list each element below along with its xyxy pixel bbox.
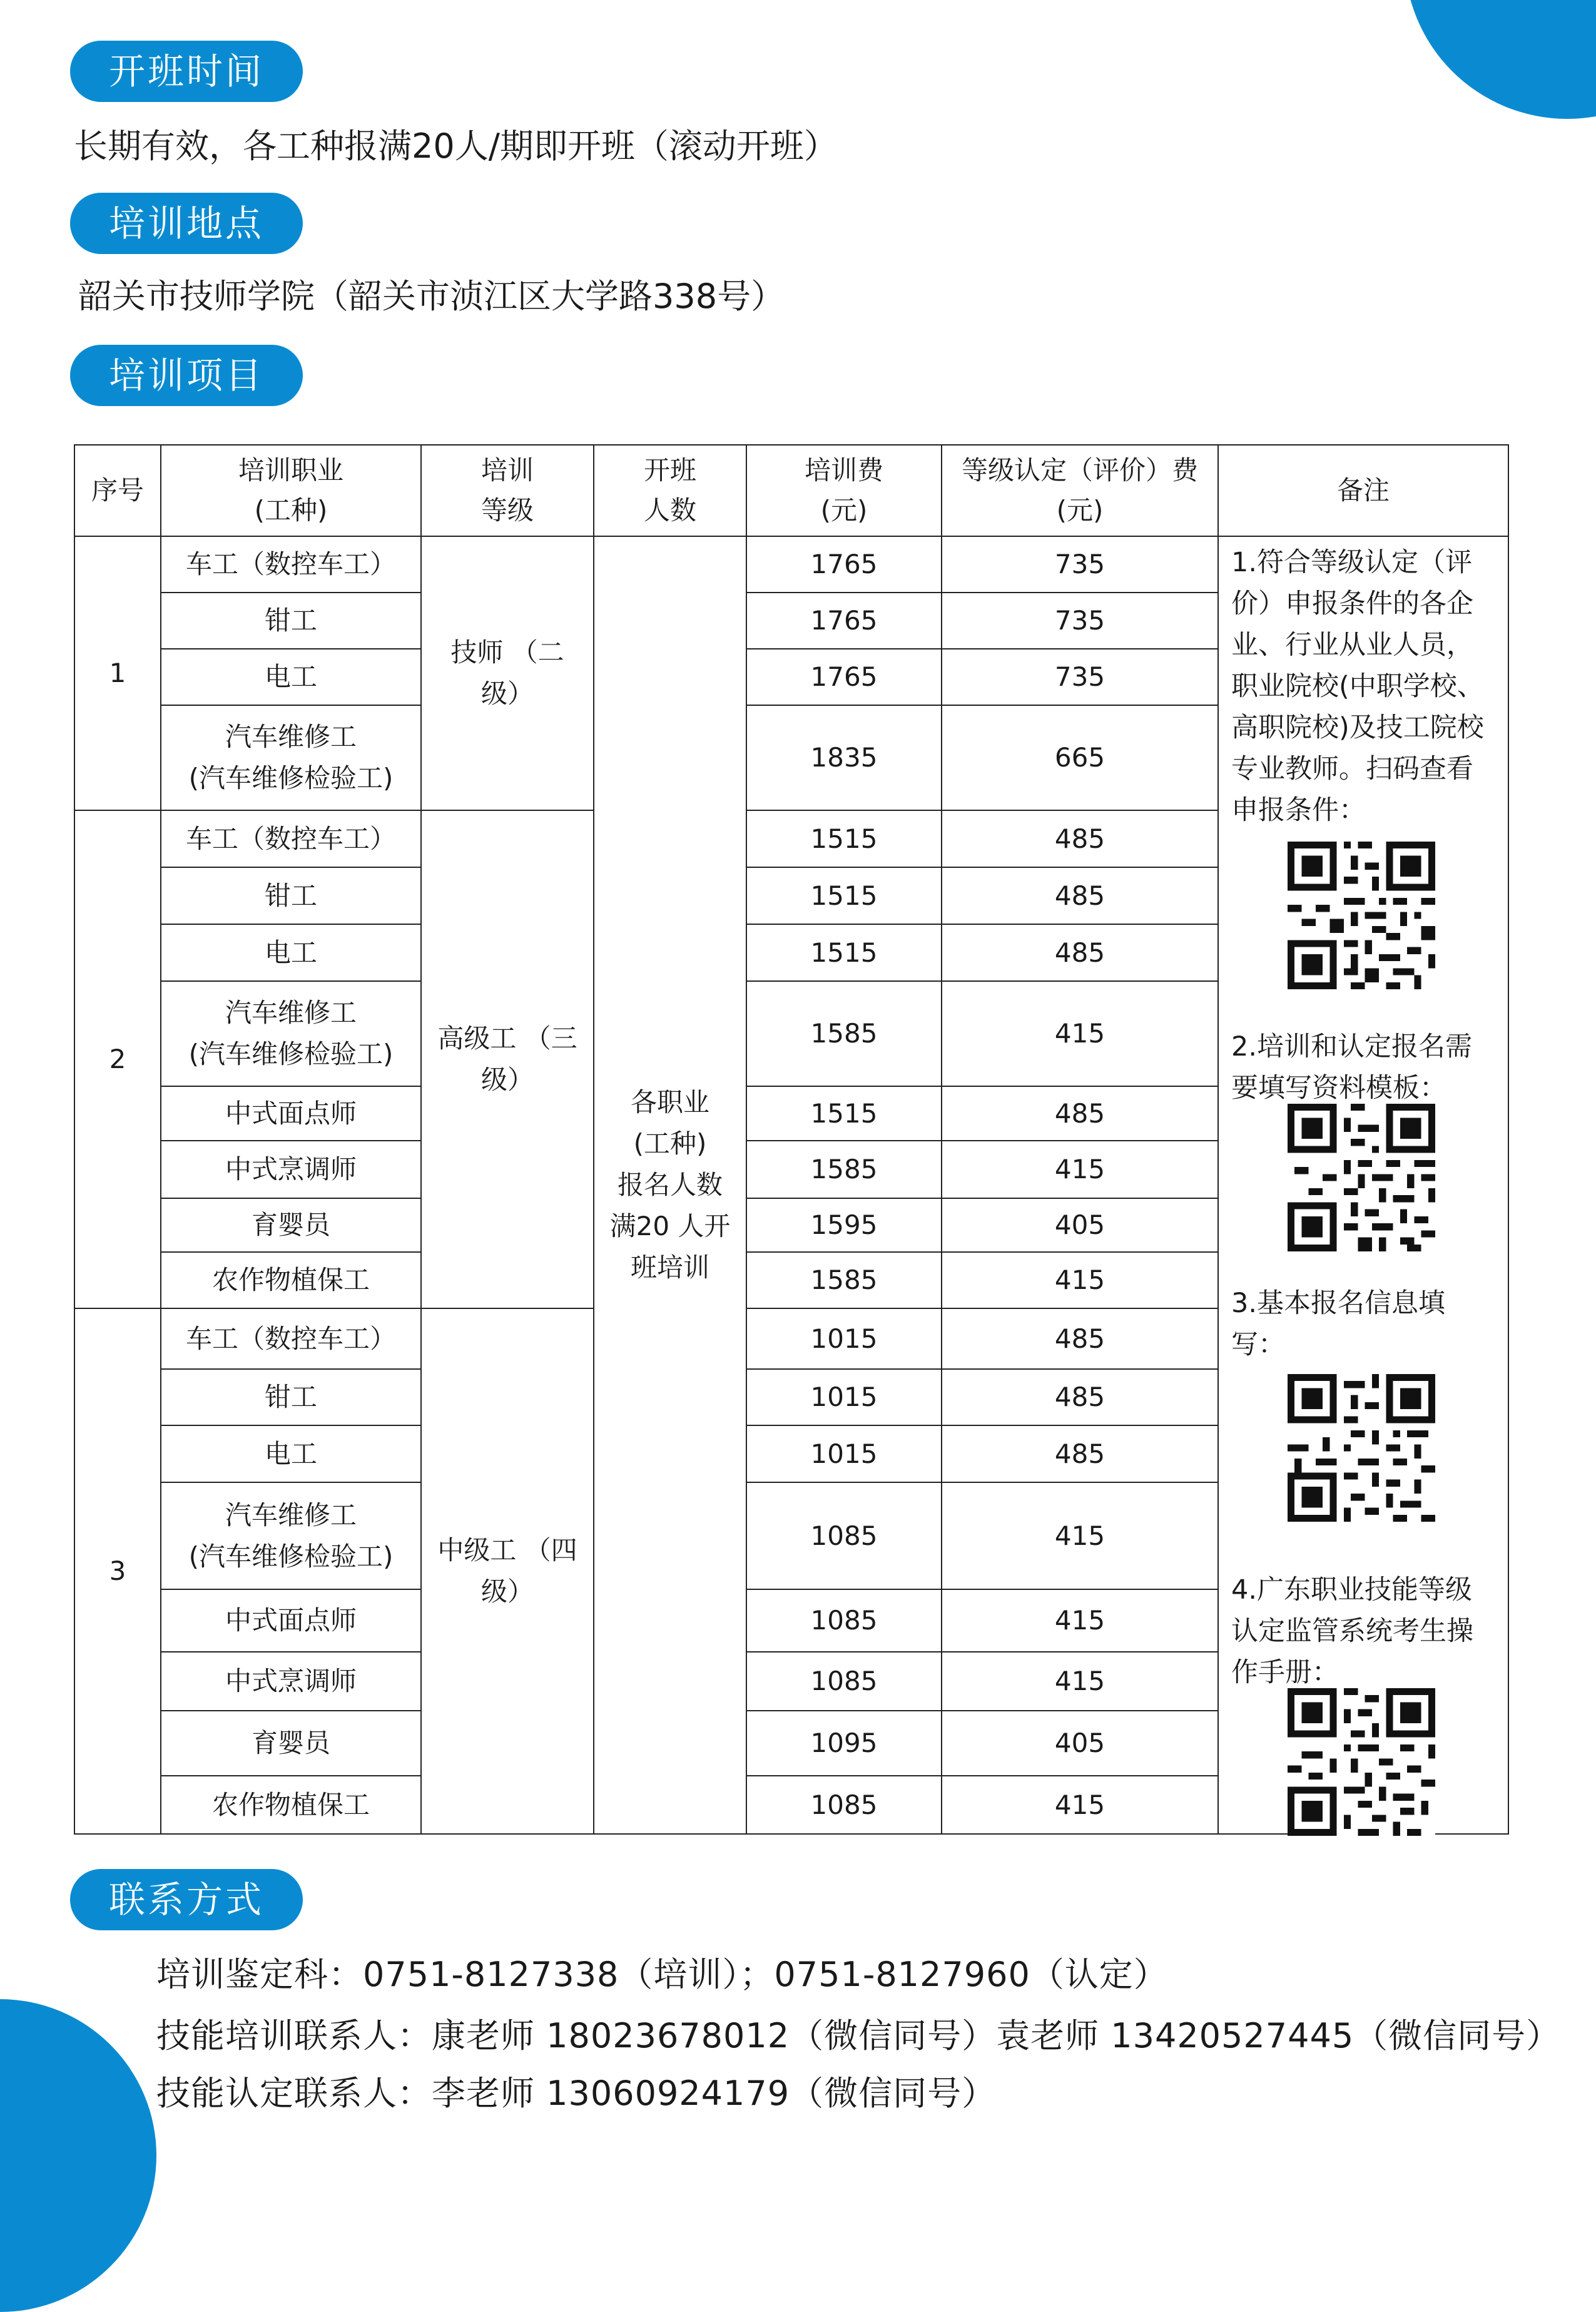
note-1: 1.符合等级认定（评价）申报条件的各企业、行业从业人员，职业院校(中职学校、高职院校)及技工院校专业教师。扫码查看申报条件： bbox=[1231, 547, 1484, 826]
fee-cell: 1015 bbox=[746, 1308, 942, 1369]
fee-cell: 1085 bbox=[746, 1652, 942, 1711]
fee-cell: 1595 bbox=[746, 1198, 942, 1252]
occupation-cell: 汽车维修工 (汽车维修检验工) bbox=[161, 981, 421, 1086]
contact-line-3: 技能认定联系人：李老师 13060924179（微信同号） bbox=[156, 2074, 997, 2113]
cert-fee-cell: 485 bbox=[942, 867, 1218, 924]
qr-code-icon bbox=[1286, 1688, 1436, 1836]
header-no: 序号 bbox=[74, 445, 161, 536]
cert-fee-cell: 735 bbox=[942, 649, 1218, 705]
fee-cell: 1015 bbox=[746, 1369, 942, 1425]
header-fee: 培训费 (元) bbox=[746, 445, 942, 536]
fee-cell: 1515 bbox=[746, 924, 942, 981]
table-row bbox=[74, 536, 1508, 593]
cert-fee-cell: 405 bbox=[942, 1711, 1218, 1776]
fee-cell: 1765 bbox=[746, 649, 942, 705]
fee-cell: 1585 bbox=[746, 1252, 942, 1308]
header-class-size: 开班 人数 bbox=[594, 445, 746, 536]
start-time-text: 长期有效，各工种报满20人/期即开班（滚动开班） bbox=[74, 126, 838, 166]
header-cert-fee: 等级认定（评价）费 (元) bbox=[942, 445, 1218, 536]
fee-cell: 1765 bbox=[746, 593, 942, 649]
fee-cell: 1515 bbox=[746, 867, 942, 924]
group-number: 1 bbox=[74, 536, 161, 810]
occupation-cell: 中式烹调师 bbox=[161, 1141, 421, 1198]
training-table bbox=[74, 444, 1509, 1835]
location-text: 韶关市技师学院（韶关市浈江区大学路338号） bbox=[78, 277, 785, 316]
header-remarks: 备注 bbox=[1218, 445, 1508, 536]
cert-fee-cell: 485 bbox=[942, 1369, 1218, 1425]
header-occupation: 培训职业 (工种) bbox=[161, 445, 421, 536]
cert-fee-cell: 735 bbox=[942, 536, 1218, 593]
occupation-cell: 汽车维修工 (汽车维修检验工) bbox=[161, 705, 421, 810]
note-4: 4.广东职业技能等级认定监管系统考生操作手册： bbox=[1231, 1574, 1473, 1688]
cert-fee-cell: 485 bbox=[942, 1086, 1218, 1141]
cert-fee-cell: 415 bbox=[942, 981, 1218, 1086]
occupation-cell: 电工 bbox=[161, 649, 421, 705]
cert-fee-cell: 415 bbox=[942, 1776, 1218, 1834]
cert-fee-cell: 415 bbox=[942, 1252, 1218, 1308]
occupation-cell: 车工（数控车工） bbox=[161, 1308, 421, 1369]
group-number: 2 bbox=[74, 810, 161, 1308]
cert-fee-cell: 485 bbox=[942, 924, 1218, 981]
qr-code-icon bbox=[1286, 1374, 1436, 1522]
occupation-cell: 中式面点师 bbox=[161, 1086, 421, 1141]
cert-fee-cell: 415 bbox=[942, 1482, 1218, 1589]
occupation-cell: 育婴员 bbox=[161, 1198, 421, 1252]
cert-fee-cell: 405 bbox=[942, 1198, 1218, 1252]
cert-fee-cell: 665 bbox=[942, 705, 1218, 810]
header-level: 培训 等级 bbox=[421, 445, 594, 536]
class-size-cell: 各职业 (工种) 报名人数 满20 人开 班培训 bbox=[594, 536, 746, 1834]
qr-code-icon bbox=[1286, 842, 1436, 989]
cert-fee-cell: 485 bbox=[942, 1425, 1218, 1482]
table-header-row bbox=[74, 445, 1508, 536]
corner-decoration-top-right bbox=[1405, 0, 1596, 119]
cert-fee-cell: 485 bbox=[942, 810, 1218, 867]
fee-cell: 1515 bbox=[746, 1086, 942, 1141]
occupation-cell: 农作物植保工 bbox=[161, 1776, 421, 1834]
fee-cell: 1835 bbox=[746, 705, 942, 810]
fee-cell: 1085 bbox=[746, 1589, 942, 1652]
level-cell: 中级工 （四级） bbox=[421, 1308, 594, 1834]
section-title-location: 培训地点 bbox=[70, 193, 303, 254]
cert-fee-cell: 415 bbox=[942, 1589, 1218, 1652]
fee-cell: 1015 bbox=[746, 1425, 942, 1482]
cert-fee-cell: 735 bbox=[942, 593, 1218, 649]
occupation-cell: 汽车维修工 (汽车维修检验工) bbox=[161, 1482, 421, 1589]
occupation-cell: 中式烹调师 bbox=[161, 1652, 421, 1711]
occupation-cell: 农作物植保工 bbox=[161, 1252, 421, 1308]
occupation-cell: 电工 bbox=[161, 1425, 421, 1482]
cert-fee-cell: 485 bbox=[942, 1308, 1218, 1369]
section-title-projects: 培训项目 bbox=[70, 345, 303, 406]
level-cell: 技师 （二级） bbox=[421, 536, 594, 810]
occupation-cell: 车工（数控车工） bbox=[161, 536, 421, 593]
fee-cell: 1085 bbox=[746, 1482, 942, 1589]
fee-cell: 1515 bbox=[746, 810, 942, 867]
cert-fee-cell: 415 bbox=[942, 1652, 1218, 1711]
fee-cell: 1085 bbox=[746, 1776, 942, 1834]
occupation-cell: 钳工 bbox=[161, 867, 421, 924]
fee-cell: 1585 bbox=[746, 1141, 942, 1198]
corner-decoration-bottom-left bbox=[0, 1999, 156, 2312]
section-title-contact: 联系方式 bbox=[70, 1869, 303, 1930]
section-title-start-time: 开班时间 bbox=[70, 41, 303, 102]
occupation-cell: 车工（数控车工） bbox=[161, 810, 421, 867]
remarks-cell bbox=[1218, 536, 1508, 1834]
occupation-cell: 电工 bbox=[161, 924, 421, 981]
contact-line-2: 技能培训联系人：康老师 18023678012（微信同号）袁老师 13420527445（微信同号） bbox=[156, 2016, 1561, 2055]
qr-code-icon bbox=[1286, 1104, 1436, 1251]
occupation-cell: 育婴员 bbox=[161, 1711, 421, 1776]
group-number: 3 bbox=[74, 1308, 161, 1834]
level-cell: 高级工 （三级） bbox=[421, 810, 594, 1308]
occupation-cell: 中式面点师 bbox=[161, 1589, 421, 1652]
fee-cell: 1095 bbox=[746, 1711, 942, 1776]
fee-cell: 1585 bbox=[746, 981, 942, 1086]
remarks-notes bbox=[1219, 537, 1508, 1833]
note-2: 2.培训和认定报名需要填写资料模板： bbox=[1231, 1031, 1473, 1104]
note-3: 3.基本报名信息填写： bbox=[1231, 1288, 1446, 1360]
cert-fee-cell: 415 bbox=[942, 1141, 1218, 1198]
occupation-cell: 钳工 bbox=[161, 593, 421, 649]
occupation-cell: 钳工 bbox=[161, 1369, 421, 1425]
contact-line-1: 培训鉴定科：0751-8127338（培训）；0751-8127960（认定） bbox=[156, 1955, 1168, 1994]
fee-cell: 1765 bbox=[746, 536, 942, 593]
